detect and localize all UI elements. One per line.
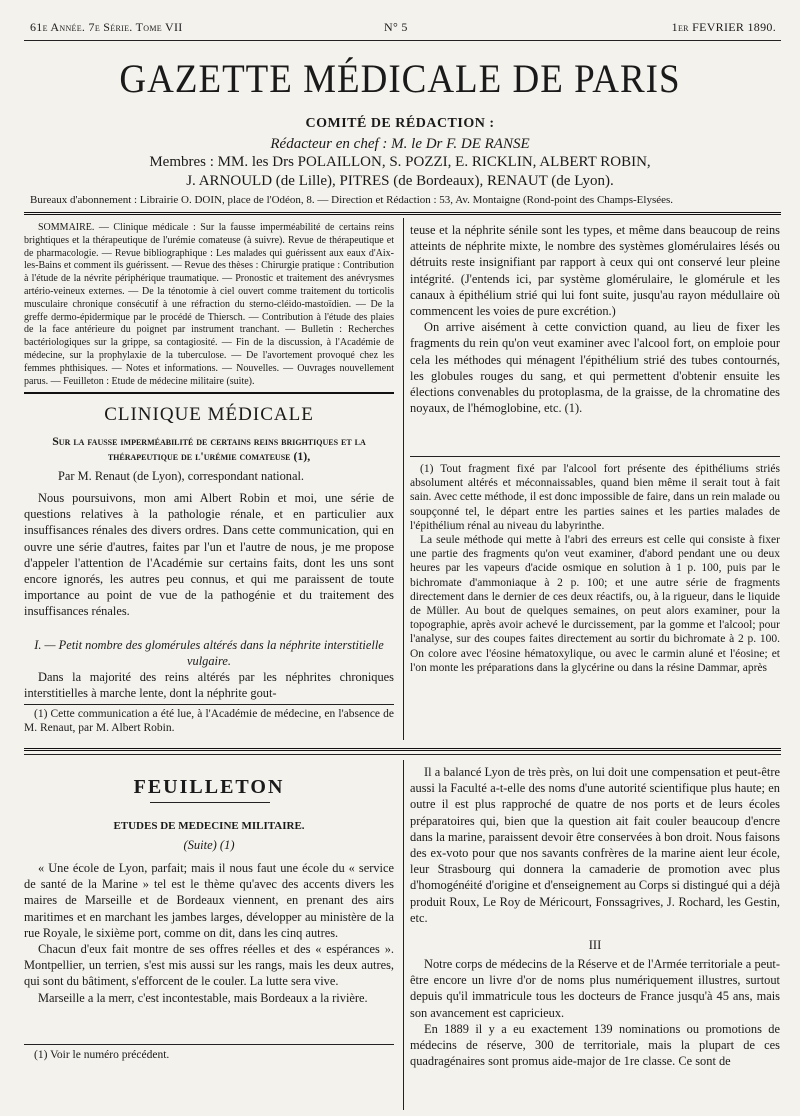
issue-info-line	[30, 20, 776, 36]
clinique-paragraph-1: Nous poursuivons, mon ami Albert Robin et moi, une série de questions relatives à la pathologie rénale, et en particulier aux insuffisances rénales des divers ordres. Dans cette communication, qui en ouvre une série d'autres, faites par l'un et l'autre de nous, je me propose d'appeler l'attention de l'Académie sur certains faits, dont les uns sont encore ignorés, les autres peu connus, et qui me paraissent de toute importance au point de vue de la pathogénie et du traitement des insuffisances rénales.	[24, 491, 394, 619]
feuilleton-body-right	[410, 764, 780, 926]
feuilleton-footnote	[24, 1048, 394, 1062]
feuilleton-paragraph-2: Chacun d'eux fait montre de ses offres réelles et des « espérances ». Montpellier, un terrien, s'est mis aussi sur les rangs, mais les deux autres, qui sont du bâtiment, s'efforcent de le couler. La lutte sera vive.	[24, 942, 394, 989]
feuilleton-body-left	[24, 860, 394, 1006]
feuilleton-right-paragraph-3: En 1889 il y a eu exactement 139 nominations ou promotions de médecins de réserve, 300 de territoriale, mais la plupart de ces quadragénaires sont promus aide-major de 1re classe. Ce sont de	[410, 1021, 780, 1069]
issue-number: N° 5	[384, 20, 408, 34]
section-heading-1: I. — Petit nombre des glomérules altérés dans la néphrite interstitielle vulgaire.	[34, 638, 384, 669]
right-footnotes	[410, 462, 780, 675]
feuilleton-rule	[24, 748, 781, 751]
feuilleton-footnote-rule	[24, 1044, 394, 1045]
footnote-rule-left	[24, 704, 394, 705]
feuilleton-right-paragraph-1: Il a balancé Lyon de très près, on lui doit une compensation et peut-être aussi la Faculté a-t-elle des noms d'une autorité scientifique plus haute; en outre il est plus rapproché de quatre de nos ports et de leurs écoles préparatoires qui, bien que la question ait fait couler beaucoup d'encre dans la marine, paraissent devoir être conservées à bon droit. Nous faisons des ex-voto pour que nos savants confrères de la marine aient leur école, leur Strasbourg qui donnera la camaderie de promotion avec plus d'homogénéité d'origine et d'enseignement au Corps si distingué qui a déjà produit Roux, Le Roy de Méricourt, Fonssagrives, J. Rochard, les Gestin, etc.	[410, 765, 780, 925]
column-divider-upper	[403, 218, 404, 740]
editor-line: Rédacteur en chef : M. le Dr F. DE RANSE	[270, 136, 530, 152]
clinique-footnote	[24, 707, 394, 735]
column-divider-lower	[403, 760, 404, 1110]
feuilleton-rule-2	[24, 754, 781, 755]
header-rule-top	[24, 40, 781, 41]
feuilleton-subtitle: ETUDES DE MEDECINE MILITAIRE.	[113, 820, 305, 832]
subscription-offices: Bureaux d'abonnement : Librairie O. DOIN, place de l'Odéon, 8. — Direction et Rédaction : 53, Av. Montaigne (Rond-point des Champs-Elysées.	[30, 194, 674, 206]
clinique-body-2	[24, 669, 394, 701]
summary-text: SOMMAIRE. — Clinique médicale : Sur la fausse imperméabilité de certains reins brightiques et la thérapeutique de l'urémie comateuse (à suivre). Revue de thérapeutique et de pharmacologie. — Revue bibliographique : Les malades qui guérissent aux eaux d'Aix-les-Bains et comment ils guérissent. — Revue des thèses : Chirurgie pratique : Contribution à l'étude de la névrite périphérique traumatique. — Pronostic et traitement des anévrysmes artério-veineux externes. — De la ténotomie à ciel ouvert comme traitement du torticolis musculaire chronique consécutif à une réfraction du sterno-cléido-mastoïdien. — De la greffe dermo-épidermique par le procédé de Thiersch. — Contribution à l'étude des plaies de la face antérieure du poignet par instrument tranchant. — Bulletin : Recherches bactériologiques sur la grippe, sa contagiosité. — Fin de la discussion, à l'Académie de médecine, sur la prophylaxie de la tuberculose. — De l'avortement provoqué chez les femmes phthisiques. — Notes et informations. — Nouvelles. — Ouvrages nouvellement parus. — Feuilleton : Etude de médecine militaire (suite).	[24, 222, 394, 387]
clinique-paragraph-2: Dans la majorité des reins altérés par les néphrites chroniques interstitielles à marche lente, dont la néphrite gout-	[24, 670, 394, 701]
clinique-footnote-text: (1) Cette communication a été lue, à l'Académie de médecine, en l'absence de M. Renaut, par M. Albert Robin.	[24, 708, 394, 735]
clinique-subtitle: Sur la fausse imperméabilité de certains reins brightiques et la thérapeutique de l'urémie comateuse (1),	[52, 434, 366, 463]
editor-in-chief	[0, 136, 800, 153]
clinique-body-1	[24, 490, 394, 620]
feuilleton-body-right-2	[410, 956, 780, 1069]
feuilleton-heading: FEUILLETON	[133, 776, 285, 798]
members-line-1: Membres : MM. les Drs POLAILLON, S. POZZI, E. RICKLIN, ALBERT ROBIN,	[149, 154, 651, 170]
clinique-heading: CLINIQUE MÉDICALE	[104, 404, 314, 425]
volume-info: 61e Année. 7e Série. Tome VII	[30, 20, 183, 34]
members-line-2: J. ARNOULD (de Lille), PITRES (de Bordeaux), RENAUT (de Lyon).	[186, 173, 614, 189]
clinique-author: Par M. Renaut (de Lyon), correspondant national.	[58, 469, 305, 483]
footnote-rule-right	[410, 456, 780, 457]
right-note-1: (1) Tout fragment fixé par l'alcool fort présente des épithéliums striés absolument altérés et méconnaissables, quand bien même il serait tout à fait sain. Avec cette méthode, il est donc impossible de faire, dans un rein malade ou soupçonné tel, le départ entre les parties saines et les parties malades de l'épithélium rénal au niveau du labyrinthe.	[410, 463, 780, 532]
right-note-2: La seule méthode qui mette à l'abri des erreurs est celle qui consiste à fixer une partie des fragments qu'on veut examiner, d'abord pendant une ou deux heures par les vapeurs d'acide osmique en solution à 1 p. 100, puis par le bichromate d'ammoniaque à 2 p. 100; et une autre série de fragments directement dans le dernier de ces deux réactifs, ou, à la rigueur, dans le liquide de Müller. Au bout de quelques semaines, on peut alors examiner, pour la topographie, après avoir achevé le durcissement, par la gomme et l'alcool; pour l'analyse, sur des coupes faites directement au sortir du bichromate à 2 p. 100. On colore avec l'éosine hématoxylique, ou avec le carmin aluné et l'éosine; et l'on monte les préparations dans la glycérine ou dans la résine Dammar, après	[410, 534, 780, 674]
right-paragraph-1: teuse et la néphrite sénile sont les types, et même dans beaucoup de reins atteints de néphrite mixte, le nombre des systèmes glomérulaires lésés ou détruits reste insignifiant par rapport à ceux qui ont conservé leur pleine intégrité. (J'entends ici, par système glomérulaire, le glomérule et les canaux à épithélium strié qui lui font suite, jusqu'au rayon médullaire où commencent les voies de pure excrétion.)	[410, 223, 780, 319]
masthead-title: GAZETTE MÉDICALE DE PARIS	[119, 57, 681, 102]
feuilleton-paragraph-1: « Une école de Lyon, parfait; mais il nous faut une école du « service de santé de la Marine » tel est le thème qu'avec des accents divers les maires de Marseille et de Bordeaux viennent, en prenant des airs maritimes et en marchant les jambes larges, développer au ministère de la rue Royale, le sixième port, comme on dit, dans les cinq autres.	[24, 861, 394, 940]
header-rule-bottom	[24, 212, 781, 215]
feuilleton-underline	[150, 802, 270, 803]
feuilleton-suite: (Suite) (1)	[183, 838, 235, 852]
feuilleton-right-paragraph-2: Notre corps de médecins de la Réserve et de l'Armée territoriale a peut-être encore un livre d'or de noms plus numériquement illustres, surtout depuis qu'il immatricule tous les docteurs de France jusqu'à 45 ans, mais son avancement est capricieux.	[410, 957, 780, 1020]
right-paragraph-2: On arrive aisément à cette conviction quand, au lieu de fixer les fragments du rein qu'on veut examiner avec l'alcool fort, on emploie pour cela les méthodes qui ménagent l'épithélium strié des tubes contournés, les globules rouges du sang, et qui permettent d'obtenir ensuite les élections convenables du protoplasma, de la graisse, de la chromatine des noyaux, de l'hémoglobine, etc. (1).	[410, 320, 780, 416]
summary-block	[24, 222, 394, 388]
summary-rule	[24, 392, 394, 394]
feuilleton-footnote-text: (1) Voir le numéro précédent.	[34, 1049, 170, 1061]
section-roman-numeral: III	[588, 938, 602, 952]
comite-heading: COMITÉ DE RÉDACTION :	[305, 116, 495, 131]
feuilleton-paragraph-3: Marseille a la merr, c'est incontestable, mais Bordeaux a la rivière.	[38, 990, 368, 1005]
issue-date: 1er FEVRIER 1890.	[671, 20, 776, 34]
right-column-body	[410, 222, 780, 416]
